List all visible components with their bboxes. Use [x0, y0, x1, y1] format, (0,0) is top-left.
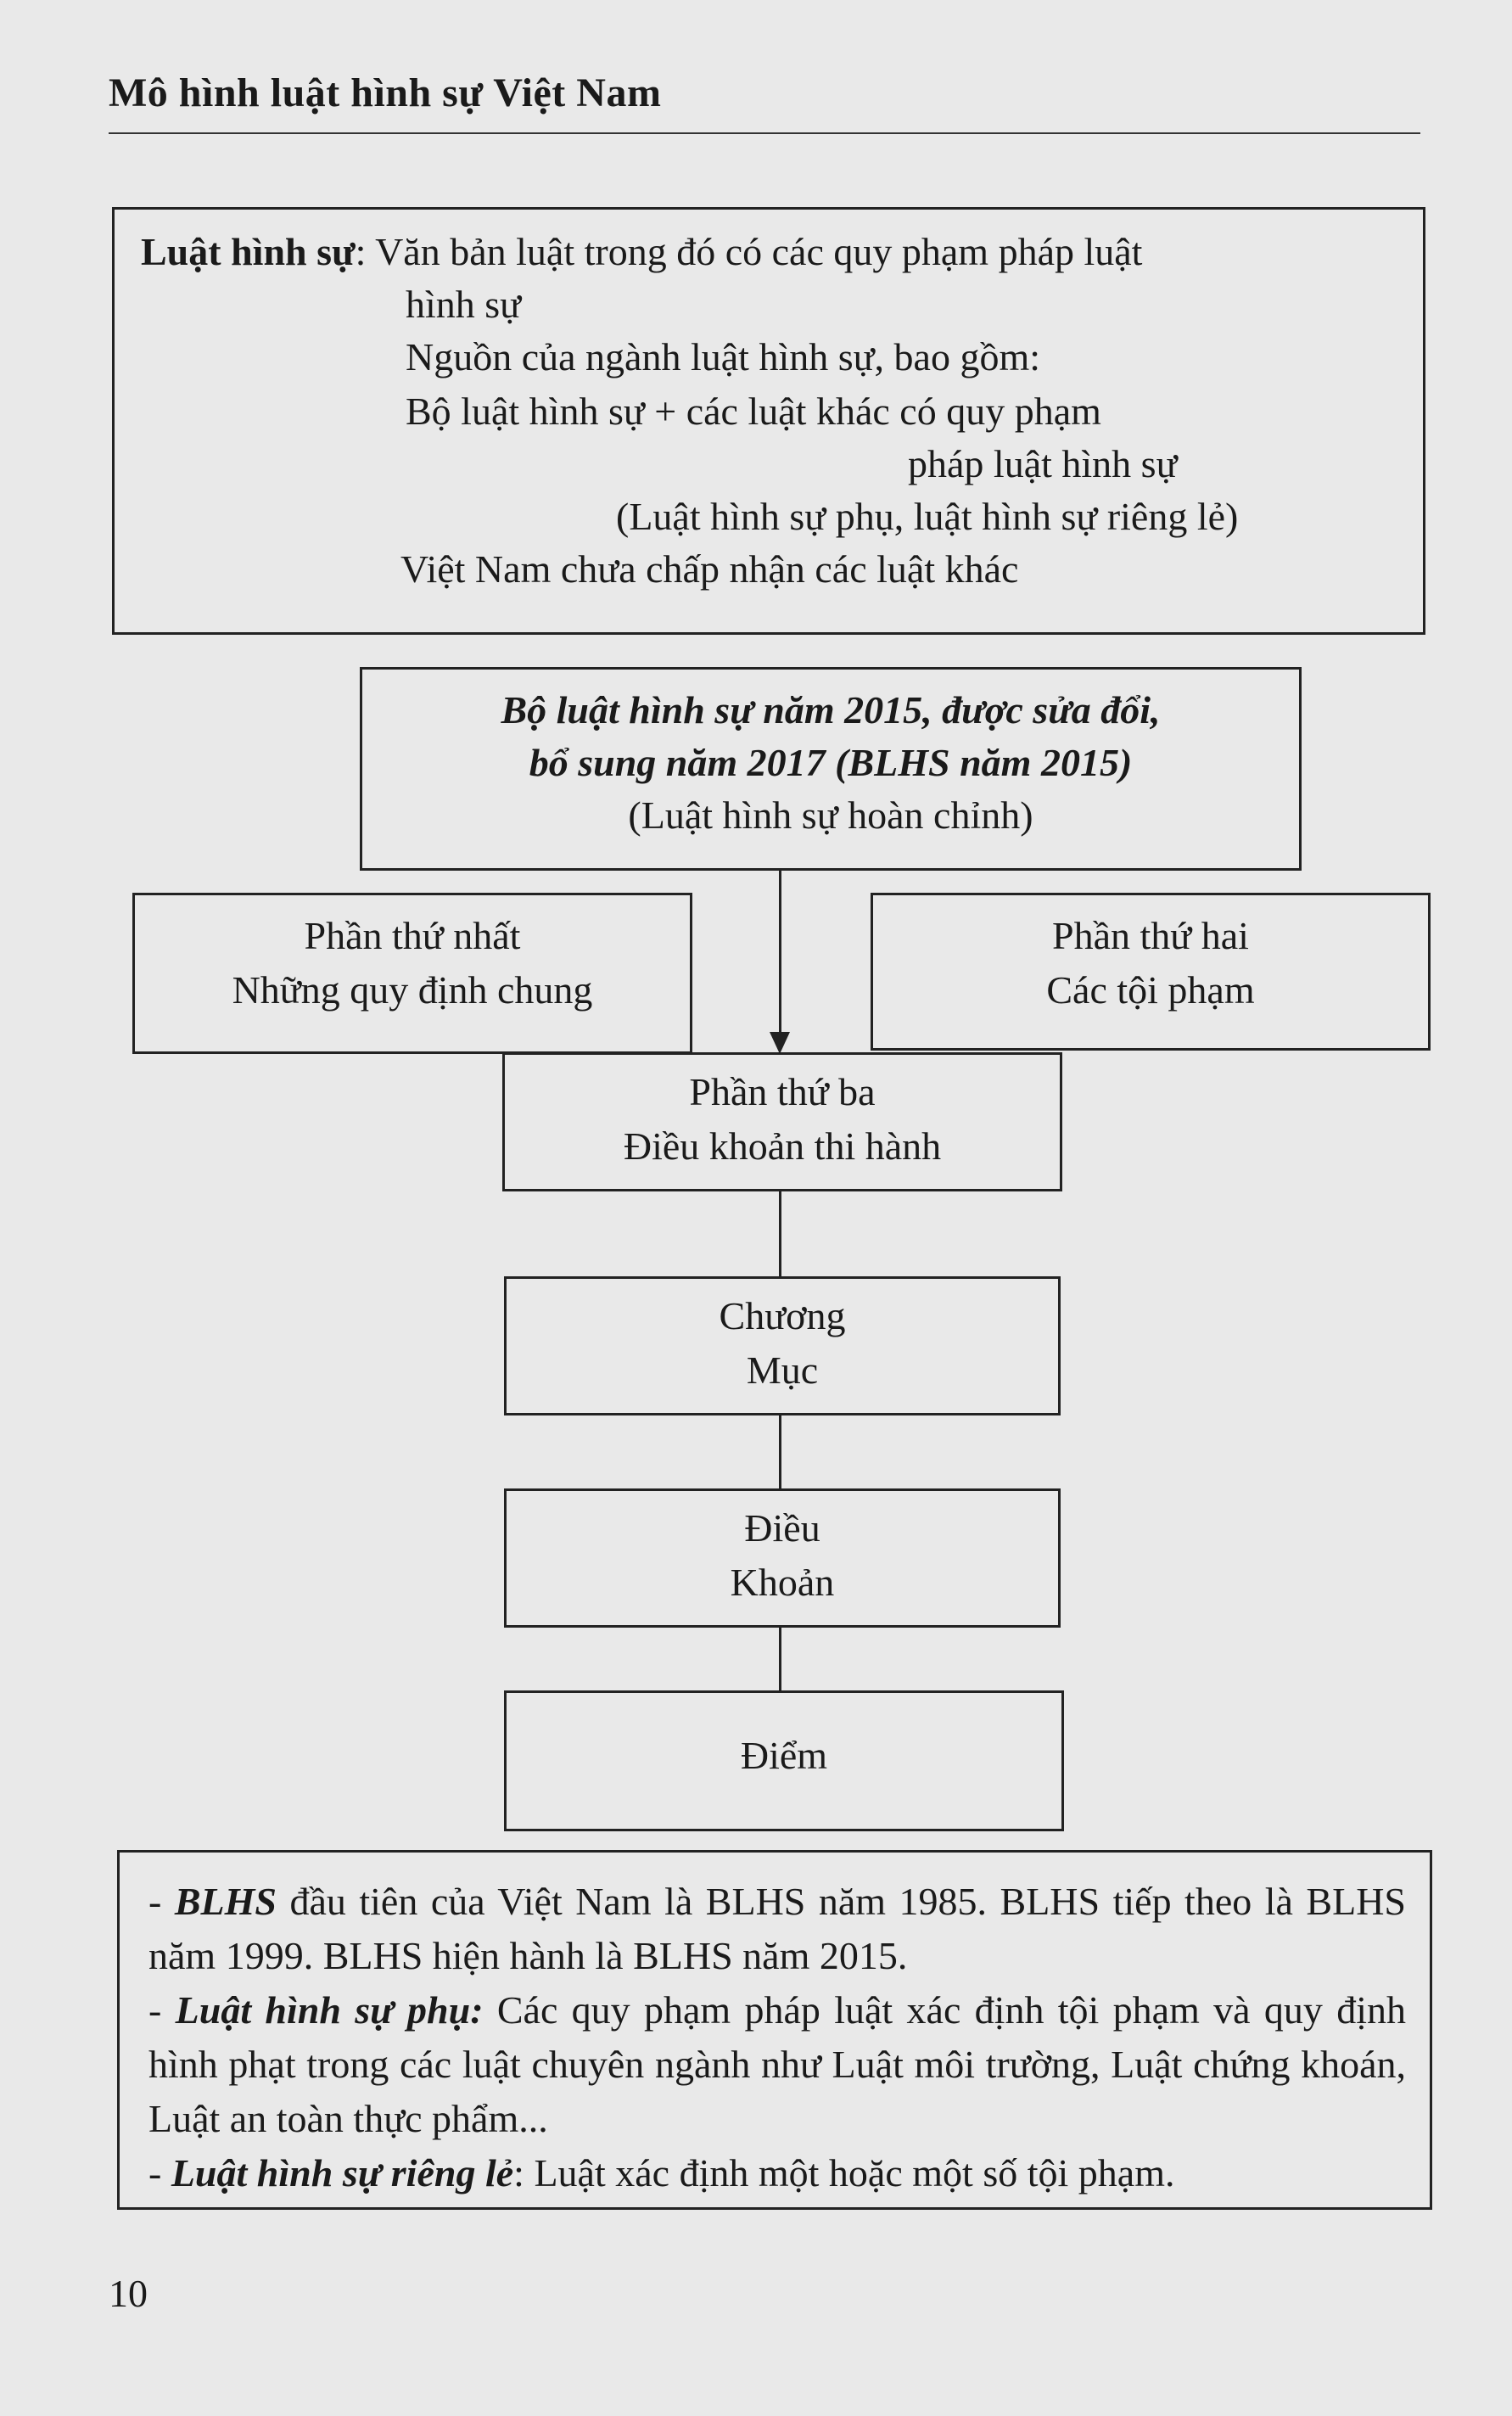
note-separate-law-term: Luật hình sự riêng lẻ [171, 2151, 514, 2195]
note-supplementary-law-term: Luật hình sự phụ: [175, 1988, 484, 2032]
note-separate-law: - Luật hình sự riêng lẻ: Luật xác định một hoặc một số tội phạm. [148, 2151, 1175, 2195]
definition-term: Luật hình sự [141, 230, 356, 273]
chapter-line-2: Mục [746, 1348, 819, 1392]
definition-line-5: pháp luật hình sự [908, 442, 1178, 485]
article-line-1: Điều [744, 1506, 820, 1550]
part-two-line-1: Phần thứ hai [1052, 914, 1249, 957]
part-three-line-1: Phần thứ ba [689, 1070, 876, 1113]
note-blhs: - BLHS đầu tiên của Việt Nam là BLHS năm 1985. BLHS tiếp theo là BLHS năm 1999. BLHS hiện hành là BLHS năm 2015. [148, 1880, 1407, 1977]
part-three-line-2: Điều khoản thi hành [623, 1124, 942, 1168]
criminal-code-title-1: Bộ luật hình sự năm 2015, được sửa đổi, [501, 688, 1161, 732]
definition-line-3: Nguồn của ngành luật hình sự, bao gồm: [406, 335, 1041, 378]
point-line-1: Điểm [740, 1734, 828, 1777]
definition-line-1: Luật hình sự: Văn bản luật trong đó có các quy phạm pháp luật [141, 230, 1143, 273]
part-one-line-2: Những quy định chung [232, 968, 593, 1012]
running-header: Mô hình luật hình sự Việt Nam [109, 70, 662, 115]
definition-line-4: Bộ luật hình sự + các luật khác có quy phạm [406, 390, 1101, 433]
chapter-line-1: Chương [719, 1294, 846, 1337]
page-number: 10 [109, 2272, 148, 2315]
notes-box [117, 1850, 1432, 2210]
note-supplementary-law: - Luật hình sự phụ: Các quy phạm pháp luật xác định tội phạm và quy định hình phạt trong các luật chuyên ngành như Luật môi trường, Luật chứng khoán, Luật an toàn thực phẩm... [148, 1988, 1406, 2140]
part-one-line-1: Phần thứ nhất [304, 914, 521, 957]
definition-line-7: Việt Nam chưa chấp nhận các luật khác [400, 547, 1019, 591]
connector-article-to-point [779, 1628, 781, 1692]
header-rule [109, 132, 1420, 134]
definition-line-6: (Luật hình sự phụ, luật hình sự riêng lẻ) [616, 495, 1239, 538]
criminal-code-title-2: bổ sung năm 2017 (BLHS năm 2015) [529, 741, 1133, 784]
connector-chapter-to-article [779, 1415, 781, 1490]
article-line-2: Khoản [730, 1561, 835, 1604]
connector-code-to-part-three [779, 871, 781, 1035]
connector-arrowhead [770, 1032, 790, 1054]
connector-part-three-to-chapter [779, 1191, 781, 1278]
note-blhs-term: BLHS [174, 1880, 277, 1923]
part-two-line-2: Các tội phạm [1046, 968, 1255, 1012]
definition-line-2: hình sự [406, 283, 522, 326]
criminal-code-subtitle: (Luật hình sự hoàn chỉnh) [628, 793, 1033, 837]
